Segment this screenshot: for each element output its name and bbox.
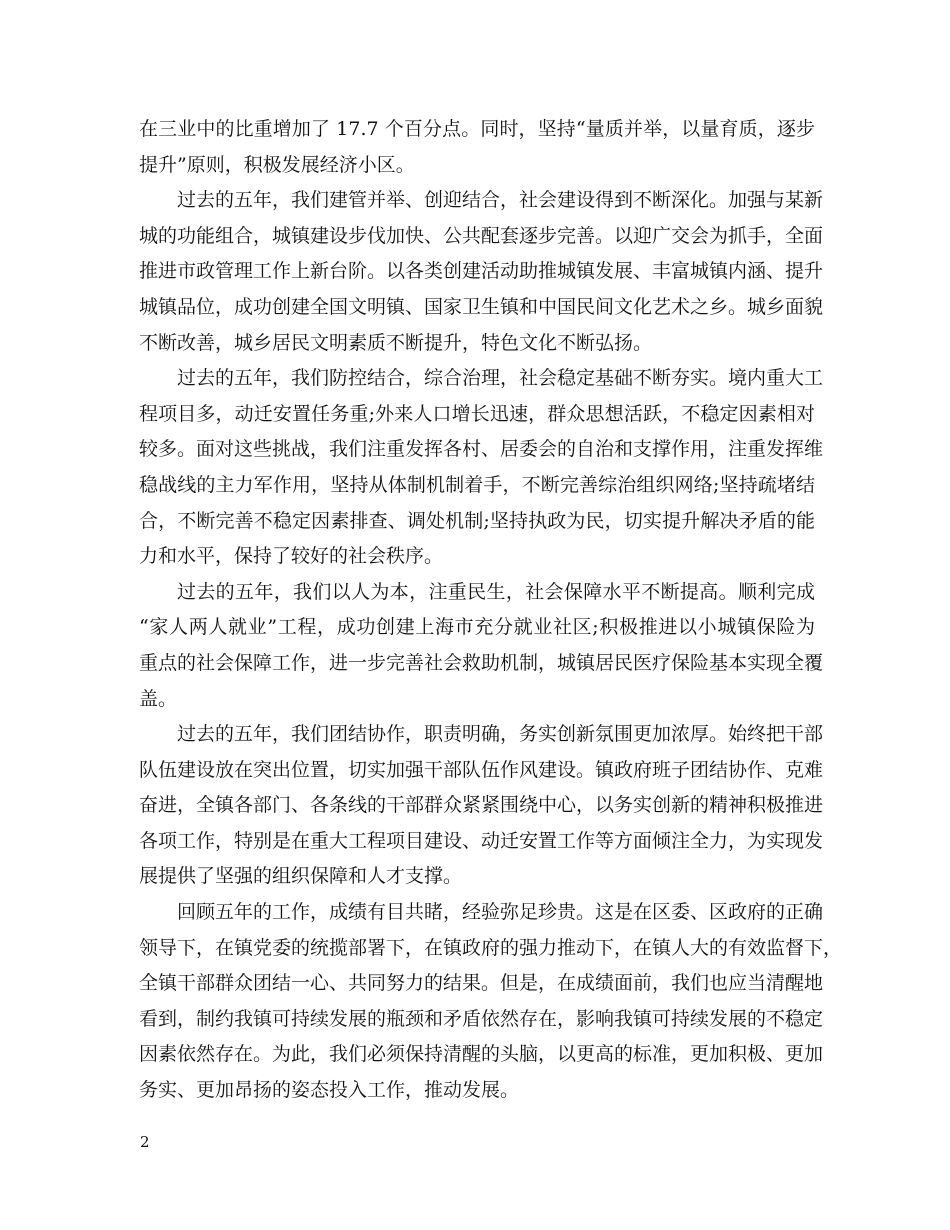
paragraph (139, 112, 815, 183)
text-line: 盖。 (139, 687, 178, 710)
text-line: 看到，制约我镇可持续发展的瓶颈和矛盾依然存在，影响我镇可持续发展的不稳定 (139, 1007, 824, 1030)
text-line: 城的功能组合，城镇建设步伐加快、公共配套逐步完善。以迎广交会为抓手，全面 (139, 224, 824, 247)
text-line: 领导下，在镇党委的统揽部署下，在镇政府的强力推动下，在镇人大的有效监督下， (139, 936, 843, 959)
text-line: 城镇品位，成功创建全国文明镇、国家卫生镇和中国民间文化艺术之乡。城乡面貌 (139, 295, 824, 318)
text-line: 展提供了坚强的组织保障和人才支撑。 (139, 865, 463, 888)
paragraph (139, 717, 824, 895)
text-line: 在三业中的比重增加了 17.7 个百分点。同时，坚持“量质并举，以量育质，逐步 (139, 118, 815, 140)
text-line: 各项工作，特别是在重大工程项目建设、动迁安置工作等方面倾注全力，为实现发 (139, 829, 824, 852)
text-line: 全镇干部群众团结一心、共同努力的结果。但是，在成绩面前，我们也应当清醒地 (139, 972, 824, 995)
text-line: 过去的五年，我们建管并举、创迎结合，社会建设得到不断深化。加强与某新 (177, 189, 824, 212)
paragraph (139, 575, 824, 717)
document-body (139, 112, 843, 1109)
text-line: 因素依然存在。为此，我们必须保持清醒的头脑，以更高的标准，更加积极、更加 (139, 1043, 824, 1066)
text-line: 不断改善，城乡居民文明素质不断提升，特色文化不断弘扬。 (139, 331, 653, 354)
text-line: 较多。面对这些挑战，我们注重发挥各村、居委会的自治和支撑作用，注重发挥维 (139, 438, 824, 461)
text-line: 过去的五年，我们团结协作，职责明确，务实创新氛围更加浓厚。始终把干部 (177, 723, 824, 746)
text-line: 提升”原则，积极发展经济小区。 (139, 153, 415, 176)
paragraph (139, 895, 843, 1109)
text-line: 稳战线的主力军作用，坚持从体制机制着手，不断完善综治组织网络;坚持疏堵结 (139, 473, 815, 496)
text-line: 务实、更加昂扬的姿态投入工作，推动发展。 (139, 1079, 520, 1102)
text-line: 重点的社会保障工作，进一步完善社会救助机制，城镇居民医疗保险基本实现全覆 (139, 651, 824, 674)
text-line: 力和水平，保持了较好的社会秩序。 (139, 545, 444, 568)
text-line: 推进市政管理工作上新台阶。以各类创建活动助推城镇发展、丰富城镇内涵、提升 (139, 260, 824, 283)
text-line: 队伍建设放在突出位置，切实加强干部队伍作风建设。镇政府班子团结协作、克难 (139, 758, 824, 781)
text-line: 过去的五年，我们防控结合，综合治理，社会稳定基础不断夯实。境内重大工 (177, 367, 824, 390)
text-line: “家人两人就业”工程，成功创建上海市充分就业社区;积极推进以小城镇保险为 (139, 616, 815, 639)
page-number: 2 (140, 1133, 150, 1151)
text-line: 奋进，全镇各部门、各条线的干部群众紧紧围绕中心，以务实创新的精神积极推进 (139, 794, 824, 817)
text-line: 程项目多，动迁安置任务重;外来人口增长迅速，群众思想活跃，不稳定因素相对 (139, 402, 815, 425)
paragraph (139, 183, 824, 361)
text-line: 合，不断完善不稳定因素排查、调处机制;坚持执政为民，切实提升解决矛盾的能 (139, 509, 815, 532)
text-line: 过去的五年，我们以人为本，注重民生，社会保障水平不断提高。顺利完成 (177, 580, 815, 603)
text-line: 回顾五年的工作，成绩有目共睹，经验弥足珍贵。这是在区委、区政府的正确 (177, 901, 824, 924)
paragraph (139, 361, 824, 575)
